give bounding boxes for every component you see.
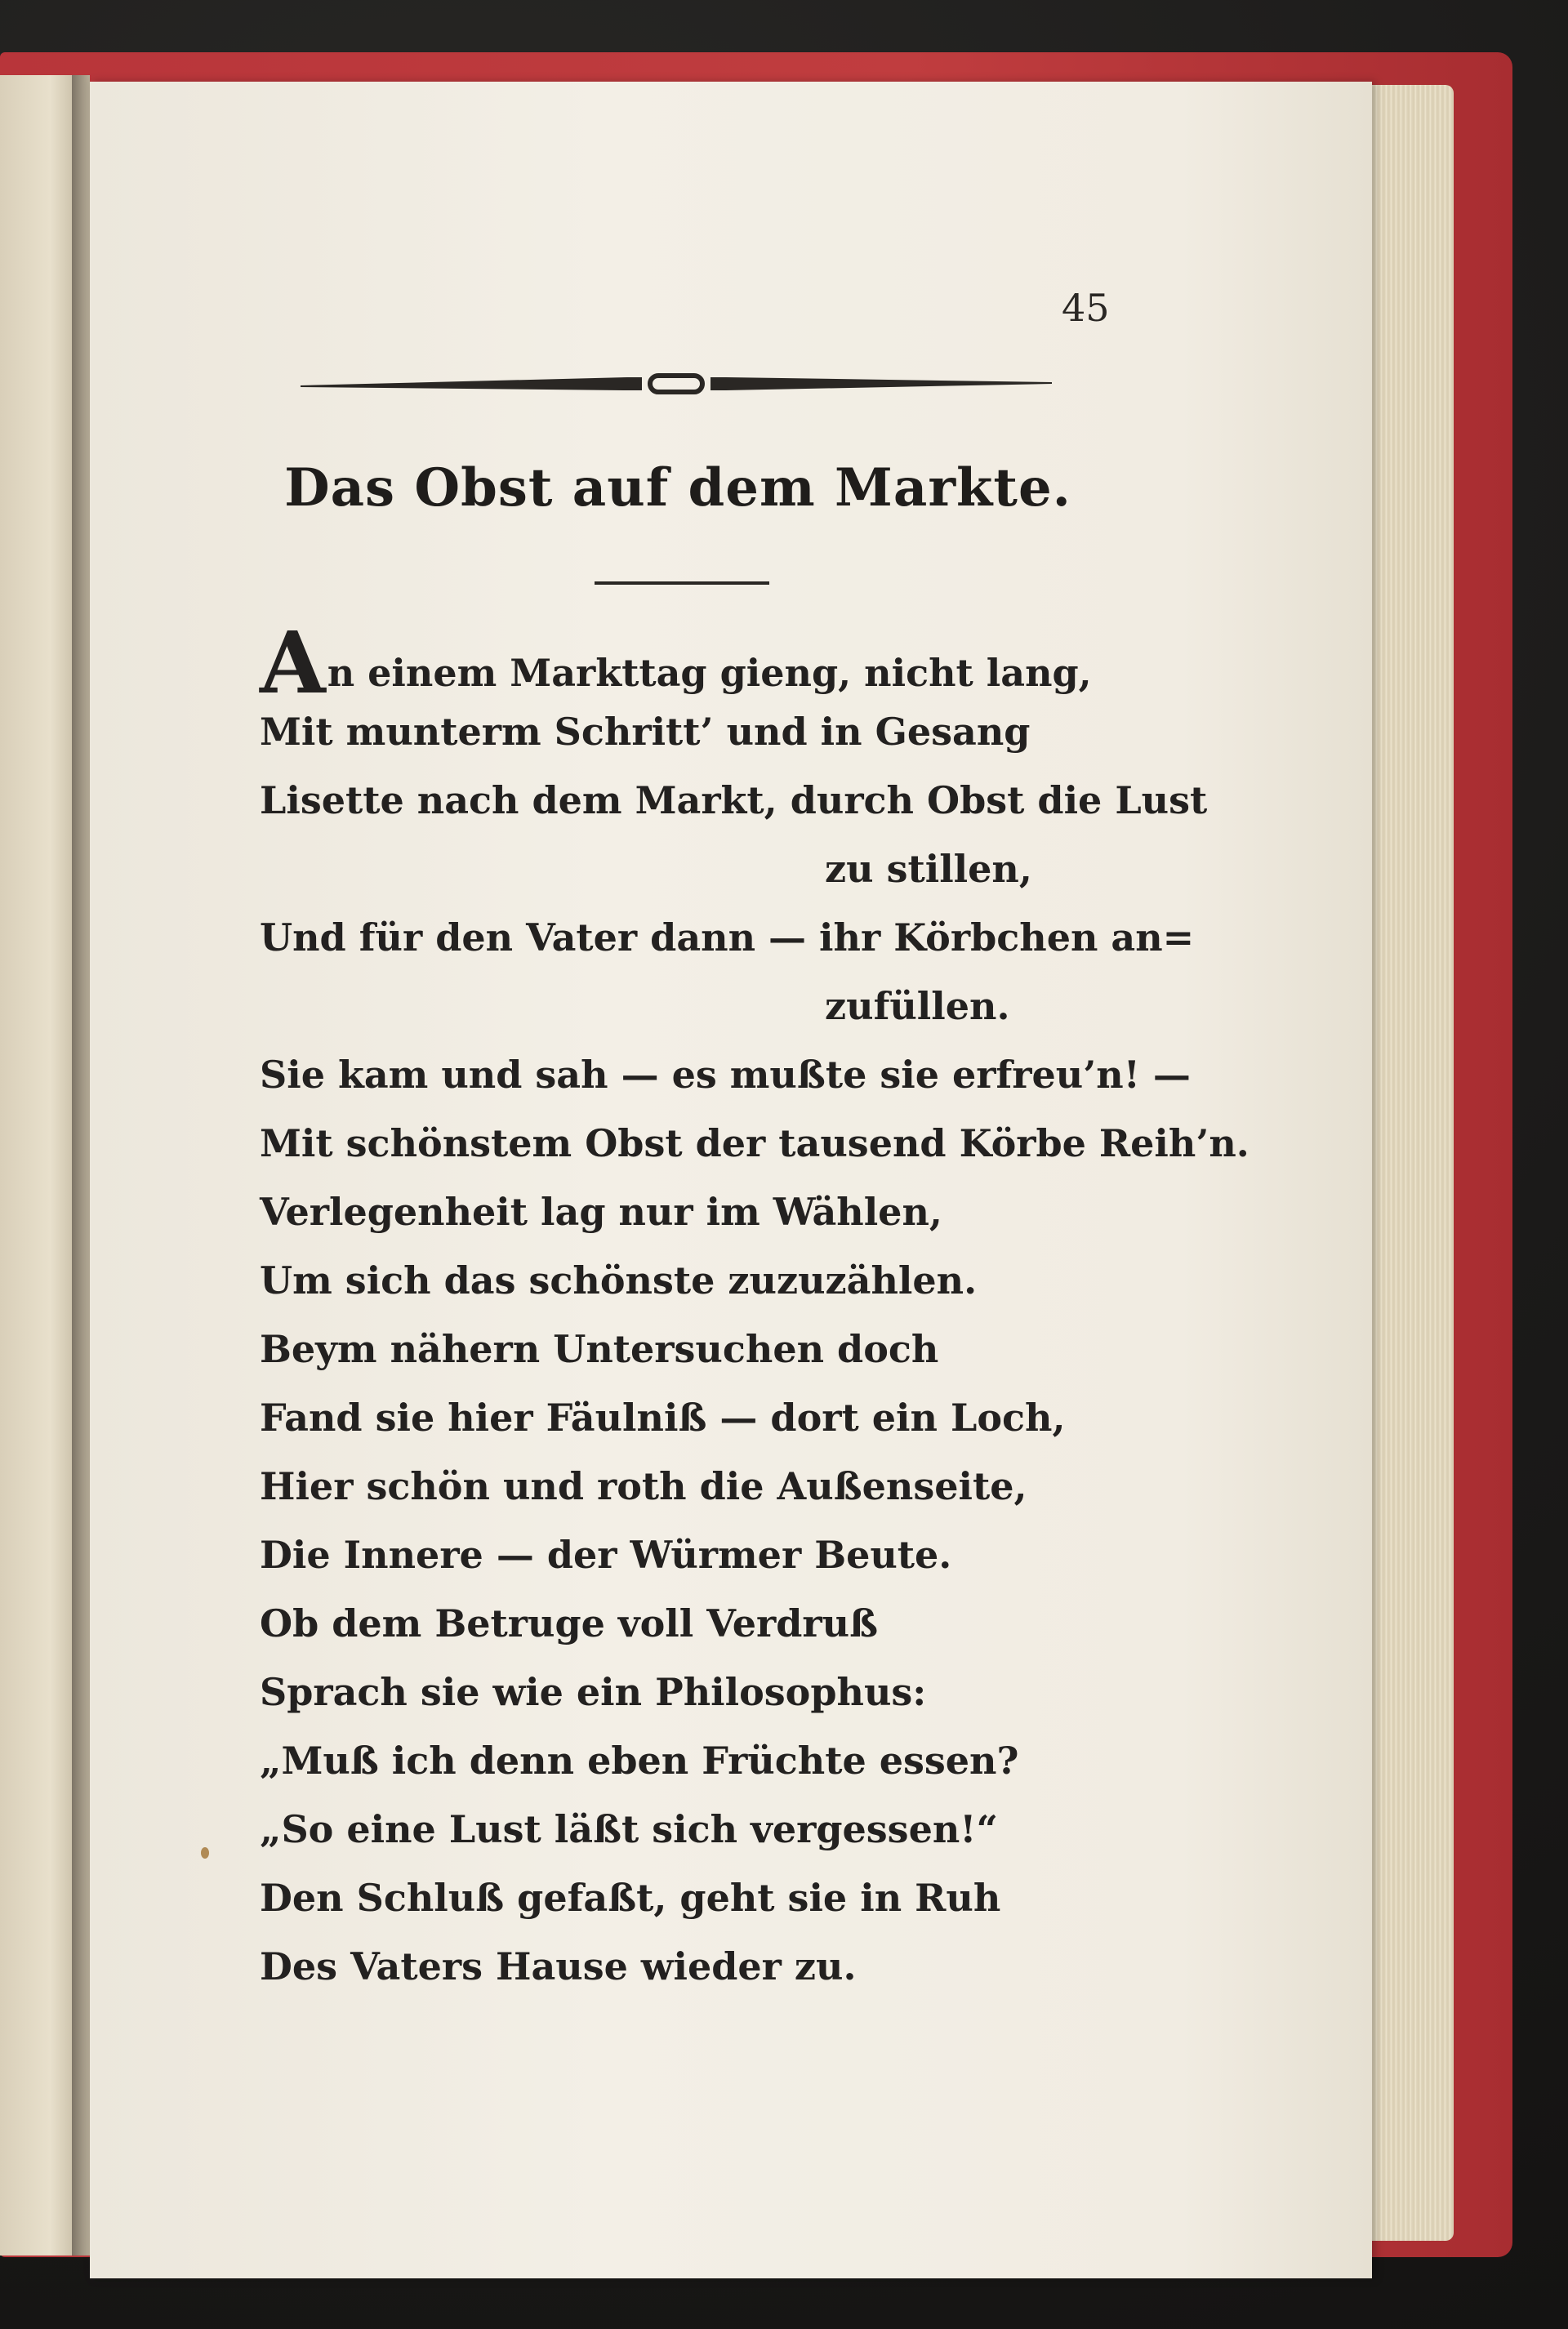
drop-initial: A: [260, 612, 326, 713]
poem-line: Ob dem Betruge voll Verdruß: [260, 1601, 879, 1645]
poem-line: Mit schönstem Obst der tausend Körbe Reih’n.: [260, 1121, 1250, 1165]
poem-line: „So eine Lust läßt sich vergessen!“: [260, 1807, 998, 1851]
ornament-divider: [301, 367, 1052, 400]
left-page-edge: [0, 75, 74, 2256]
poem-line: Mit munterm Schritt’ und in Gesang: [260, 710, 1031, 754]
ink-spot: [201, 1847, 209, 1859]
poem-line: Sprach sie wie ein Philosophus:: [260, 1670, 927, 1714]
poem-line: Um sich das schönste zuzuzählen.: [260, 1258, 978, 1303]
title-rule: [595, 581, 769, 585]
poem-line: Und für den Vater dann — ihr Körbchen an=: [260, 915, 1195, 960]
page-number: 45: [1062, 286, 1110, 330]
poem-line: Die Innere — der Würmer Beute.: [260, 1533, 952, 1577]
poem-line: Fand sie hier Fäulniß — dort ein Loch,: [260, 1396, 1066, 1440]
poem: [260, 612, 1250, 2001]
poem-line-continuation: zu stillen,: [825, 847, 1032, 891]
poem-line: Sie kam und sah — es mußte sie erfreu’n! —: [260, 1053, 1191, 1097]
poem-line-continuation: zufüllen.: [825, 984, 1010, 1028]
poem-line: Verlegenheit lag nur im Wählen,: [260, 1190, 942, 1234]
poem-line: Hier schön und roth die Außenseite,: [260, 1464, 1027, 1508]
poem-line: Des Vaters Hause wieder zu.: [260, 1944, 857, 1988]
poem-line: Lisette nach dem Markt, durch Obst die Lust: [260, 778, 1208, 822]
book-gutter: [72, 75, 90, 2256]
poem-line: [260, 612, 1166, 713]
poem-line: Beym nähern Untersuchen doch: [260, 1327, 939, 1371]
first-line-text: n einem Markttag gieng, nicht lang,: [327, 651, 1092, 695]
poem-line: „Muß ich denn eben Früchte essen?: [260, 1739, 1019, 1783]
poem-line: Den Schluß gefaßt, geht sie in Ruh: [260, 1876, 1001, 1920]
page-title: Das Obst auf dem Markte.: [284, 457, 1071, 519]
